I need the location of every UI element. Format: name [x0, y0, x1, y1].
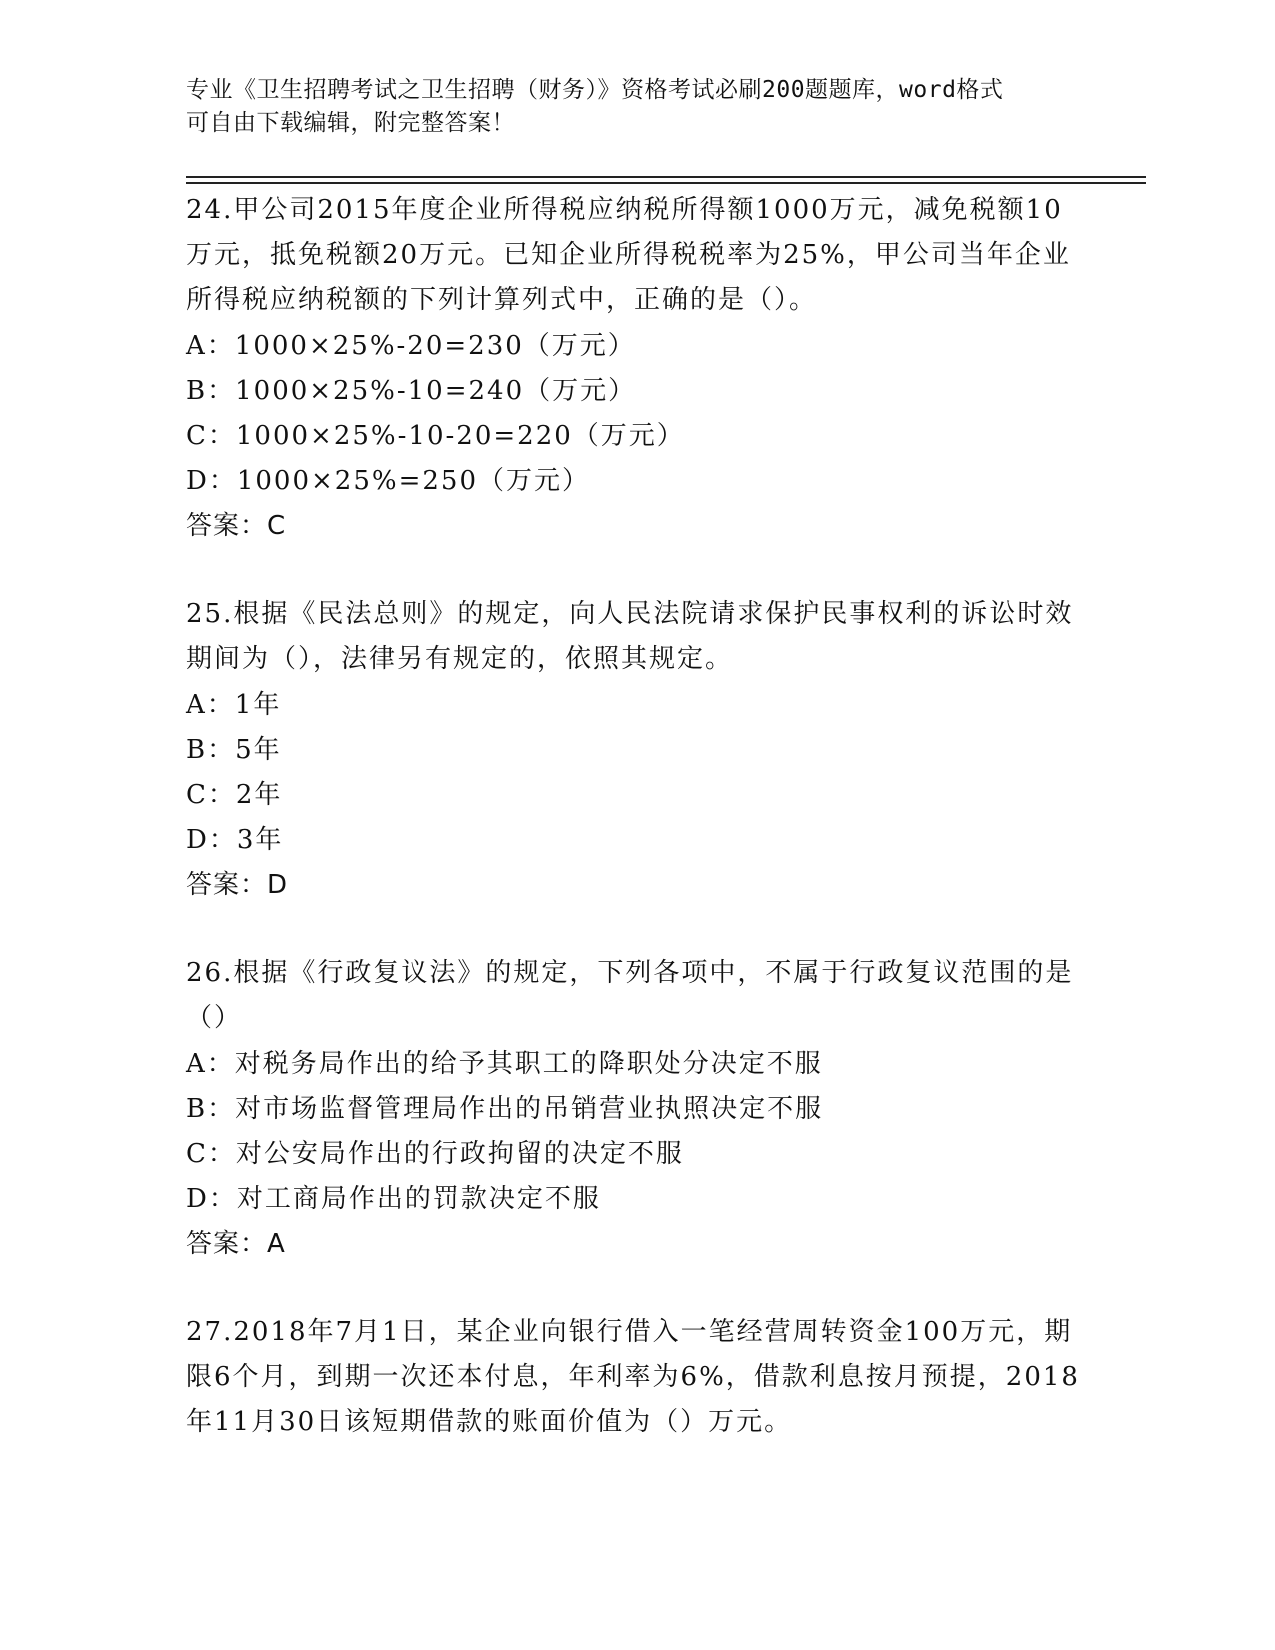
answer-label: 答案：A [186, 1229, 286, 1259]
header-divider-top [186, 176, 1146, 178]
question-text: 25.根据《民法总则》的规定，向人民法院请求保护民事权利的诉讼时效期间为（），法律另有规定的，依照其规定。 [186, 599, 1074, 674]
header-divider-bottom [186, 182, 1146, 184]
option-c: C：对公安局作出的行政拘留的决定不服 [186, 1139, 684, 1169]
spacer [186, 908, 1086, 951]
question-text: 24.甲公司2015年度企业所得税应纳税所得额1000万元，减免税额10万元，抵免税额20万元。已知企业所得税税率为25%，甲公司当年企业所得税应纳税额的下列计算列式中，正确的是（）。 [186, 195, 1071, 315]
question-25 [186, 592, 1086, 908]
option-d: D：对工商局作出的罚款决定不服 [186, 1184, 601, 1214]
option-c: C：2年 [186, 780, 283, 810]
question-text: 27.2018年7月1日，某企业向银行借入一笔经营周转资金100万元，期限6个月，到期一次还本付息，年利率为6%，借款利息按月预提，2018年11月30日该短期借款的账面价值为（）万元。 [186, 1317, 1080, 1437]
option-a: A：1年 [186, 690, 282, 720]
question-26 [186, 951, 1086, 1267]
header-line-1: 专业《卫生招聘考试之卫生招聘（财务）》资格考试必刷200题题库，word格式 [186, 77, 1004, 103]
header-line-2: 可自由下载编辑，附完整答案！ [186, 110, 515, 136]
option-b: B：1000×25%-10=240（万元） [186, 376, 637, 406]
option-a: A：1000×25%-20=230（万元） [186, 331, 636, 361]
question-27 [186, 1310, 1086, 1445]
spacer [186, 549, 1086, 592]
question-24 [186, 188, 1086, 549]
option-d: D：1000×25%=250（万元） [186, 466, 590, 496]
option-b: B：对市场监督管理局作出的吊销营业执照决定不服 [186, 1094, 824, 1124]
question-text: 26.根据《行政复议法》的规定，下列各项中，不属于行政复议范围的是（） [186, 958, 1074, 1033]
answer-label: 答案：D [186, 870, 289, 900]
option-d: D：3年 [186, 825, 284, 855]
question-list [186, 188, 1086, 1446]
option-c: C：1000×25%-10-20=220（万元） [186, 421, 685, 451]
option-b: B：5年 [186, 735, 282, 765]
option-a: A：对税务局作出的给予其职工的降职处分决定不服 [186, 1049, 823, 1079]
spacer [186, 1267, 1086, 1310]
document-header [186, 74, 1086, 140]
answer-label: 答案：C [186, 511, 287, 541]
